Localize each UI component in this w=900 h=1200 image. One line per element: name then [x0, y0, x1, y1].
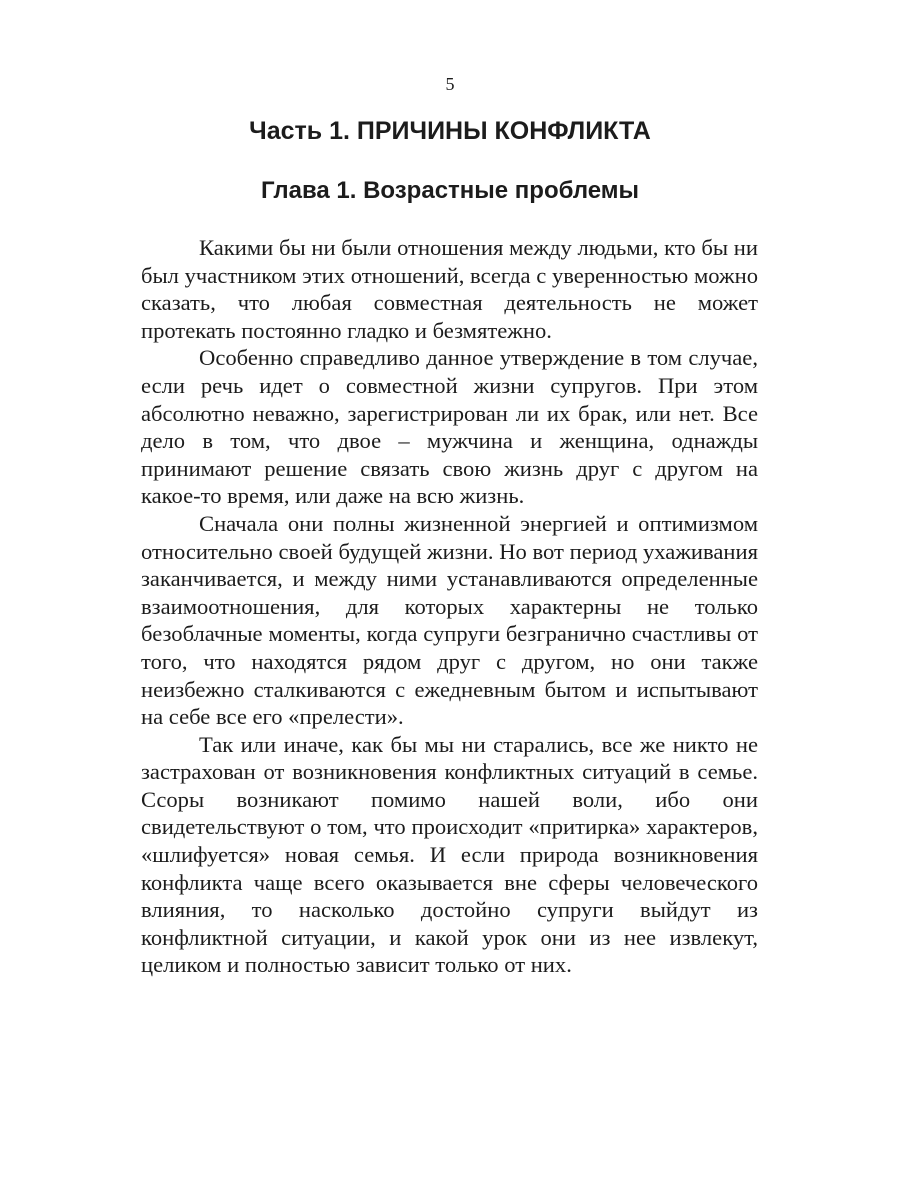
part-title: Часть 1. ПРИЧИНЫ КОНФЛИКТА — [249, 117, 651, 145]
paragraph: Какими бы ни были отношения между людьми, кто бы ни был участником этих отношений, всегда с уверенностью можно сказать, что любая совместная деятельность не может протекать постоянно гладко и безмятежно. — [141, 235, 758, 343]
body-text — [141, 234, 758, 979]
page-number: 5 — [445, 74, 455, 94]
paragraph: Так или иначе, как бы мы ни старались, все же никто не застрахован от возникновения конфликтных ситуаций в семье. Ссоры возникают помимо нашей воли, ибо они свидетельствуют о том, что происходит «притирка» характеров, «шлифуется» новая семья. И если природа возникновения конфликта чаще всего оказывается вне сферы человеческого влияния, то насколько достойно супруги выйдут из конфликтной ситуации, и какой урок они из нее извлекут, целиком и полностью зависит только от них. — [141, 731, 758, 978]
chapter-title: Глава 1. Возрастные проблемы — [260, 177, 640, 204]
paragraph: Сначала они полны жизненной энергией и оптимизмом относительно своей будущей жизни. Но вот период ухаживания заканчивается, и между ними устанавливаются определенные взаимоотношения, для которых характерны не только безоблачные моменты, когда супруги безгранично счастливы от того, что находятся рядом друг с другом, но они также неизбежно сталкиваются с ежедневным бытом и испытывают на себе все его «прелести». — [141, 510, 758, 730]
paragraph: Особенно справедливо данное утверждение в том случае, если речь идет о совместной жизни супругов. При этом абсолютно неважно, зарегистрирован ли их брак, или нет. Все дело в том, что двое – мужчина и женщина, однажды принимают решение связать свою жизнь друг с другом на какое-то время, или даже на всю жизнь. — [141, 345, 758, 509]
